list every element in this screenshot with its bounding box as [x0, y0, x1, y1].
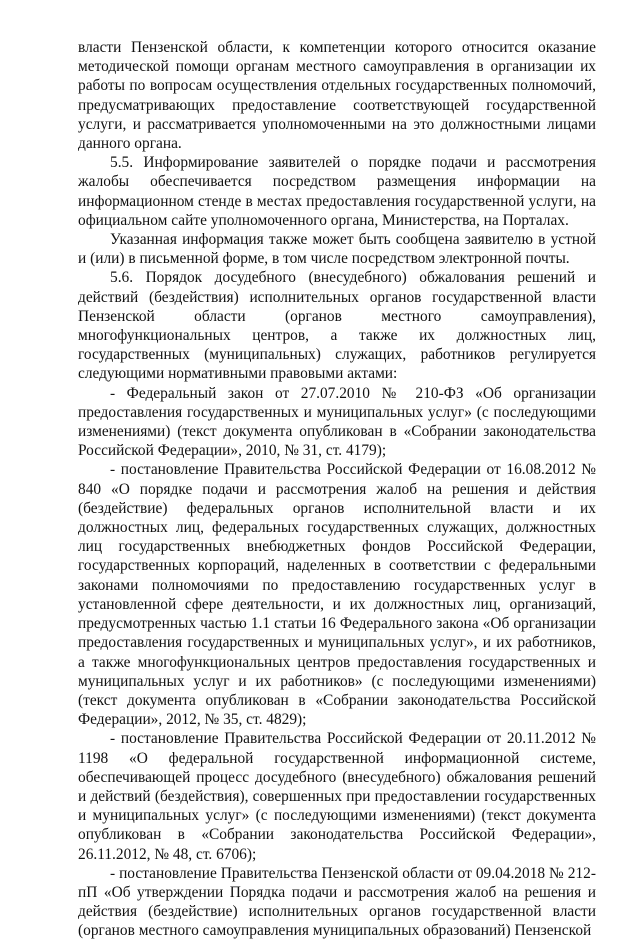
list-item-resolution-840: - постановление Правительства Российской Федерации от 16.08.2012 № 840 «О порядке подачи и рассмотрения жалоб на решения и действия (бездействие) федеральных органов исполнительной власти и их должностных лиц, федеральных государственных служащих, должностных лиц государственных внебюджетных фондов Российской Федерации, государственных корпораций, наделенных в соответствии с федеральными законами полномочиями по предоставлению государственных услуг в установленной сфере деятельности, и их должностных лиц, организаций, предусмотренных частью 1.1 статьи 16 Федерального закона «Об организации предоставления государственных и муниципальных услуг», и их работников, а также многофункциональных центров предоставления государственных и муниципальных услуг и их работников» (с последующими изменениями) (текст документа опубликован в «Собрании законодательства Российской Федерации», 2012, № 35, ст. 4829); [78, 461, 596, 729]
paragraph-5-4-continuation: власти Пензенской области, к компетенции которого относится оказание методической помощи органам местного самоуправления в организации их работы по вопросам осуществления отдельных государственных полномочий, предусматривающих предоставление соответствующей государственной услуги, и рассматривается уполномоченными на это должностными лицами данного органа. [78, 39, 596, 153]
paragraph-5-5: 5.5. Информирование заявителей о порядке подачи и рассмотрения жалобы обеспечивается посредством размещения информации на информационном стенде в местах предоставления государственной услуги, на официальном сайте уполномоченного органа, Министерства, на Порталах. [78, 154, 596, 229]
document-page [78, 38, 596, 941]
paragraph-5-5-contact-info: Указанная информация также может быть сообщена заявителю в устной и (или) в письменной форме, в том числе посредством электронной почты. [78, 231, 596, 268]
paragraph-5-6: 5.6. Порядок досудебного (внесудебного) обжалования решений и действий (бездействия) исполнительных органов государственной власти Пензенской области (органов местного самоуправления), многофункциональных центров, а также их должностных лиц, государственных (муниципальных) служащих, работников регулируется следующими нормативными правовыми актами: [78, 269, 596, 383]
list-item-resolution-1198: - постановление Правительства Российской Федерации от 20.11.2012 № 1198 «О федеральной государственной информационной системе, обеспечивающей процесс досудебного (внесудебного) обжалования решений и действий (бездействия), совершенных при предоставлении государственных и муниципальных услуг» (с последующими изменениями) (текст документа опубликован в «Собрании законодательства Российской Федерации», 26.11.2012, № 48, ст. 6706); [78, 730, 596, 863]
list-item-resolution-212-pp: - постановление Правительства Пензенской области от 09.04.2018 № 212-пП «Об утверждении Порядка подачи и рассмотрения жалоб на решения и действия (бездействие) исполнительных органов государственной власти (органов местного самоуправления муниципальных образований) Пензенской [78, 864, 596, 940]
list-item-federal-law-210: - Федеральный закон от 27.07.2010 № 210-ФЗ «Об организации предоставления государственных и муниципальных услуг» (с последующими изменениями) (текст документа опубликован в «Собрании законодательства Российской Федерации», 2010, № 31, ст. 4179); [78, 384, 596, 460]
